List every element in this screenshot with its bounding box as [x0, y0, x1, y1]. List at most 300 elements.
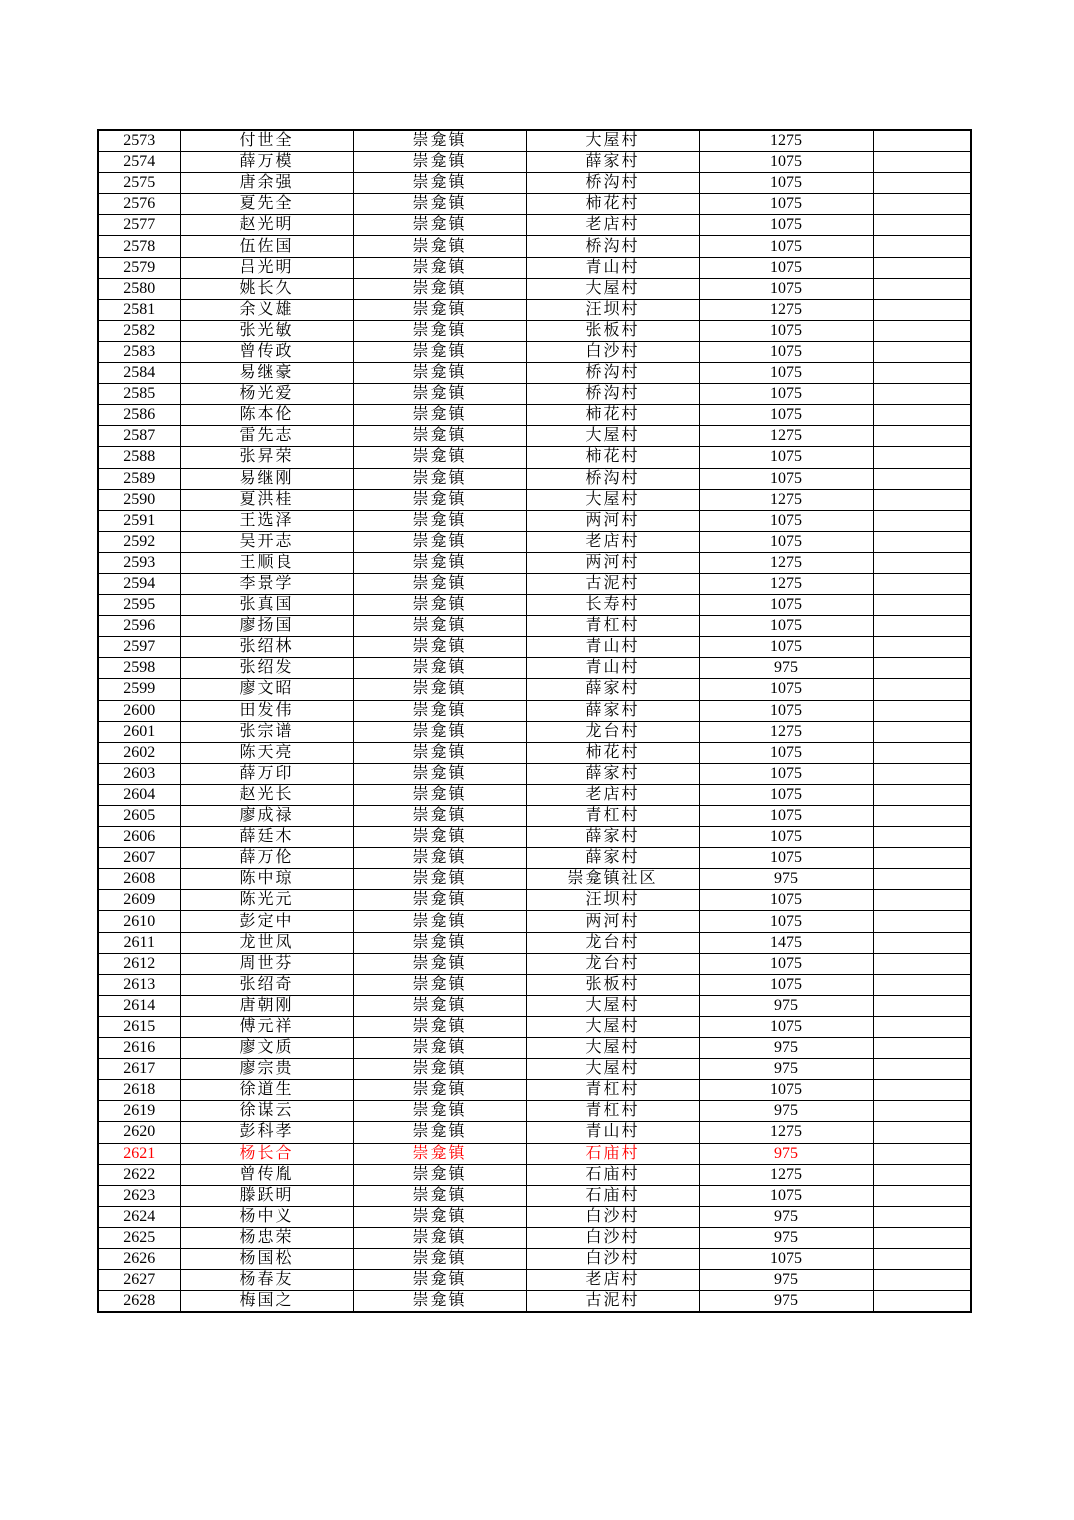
town-cell: 崇龛镇	[353, 974, 526, 995]
row-number-cell: 2622	[98, 1164, 180, 1185]
amount-cell: 1075	[699, 763, 873, 784]
town-cell: 崇龛镇	[353, 616, 526, 637]
town-cell: 崇龛镇	[353, 721, 526, 742]
name-cell: 廖扬国	[180, 616, 353, 637]
village-cell: 大屋村	[526, 1038, 699, 1059]
row-number-cell: 2619	[98, 1101, 180, 1122]
town-cell: 崇龛镇	[353, 1185, 526, 1206]
table-row	[98, 658, 971, 679]
name-cell: 唐余强	[180, 173, 353, 194]
table-row	[98, 152, 971, 173]
town-cell: 崇龛镇	[353, 236, 526, 257]
amount-cell: 1075	[699, 911, 873, 932]
town-cell: 崇龛镇	[353, 1080, 526, 1101]
table-row	[98, 1227, 971, 1248]
town-cell: 崇龛镇	[353, 299, 526, 320]
row-number-cell: 2577	[98, 215, 180, 236]
village-cell: 张板村	[526, 320, 699, 341]
amount-cell: 975	[699, 869, 873, 890]
note-cell	[873, 468, 971, 489]
table-row	[98, 911, 971, 932]
table-row	[98, 1038, 971, 1059]
village-cell: 大屋村	[526, 489, 699, 510]
town-cell: 崇龛镇	[353, 1206, 526, 1227]
village-cell: 石庙村	[526, 1143, 699, 1164]
row-number-cell: 2618	[98, 1080, 180, 1101]
village-cell: 古泥村	[526, 1291, 699, 1313]
town-cell: 崇龛镇	[353, 1059, 526, 1080]
table-row	[98, 1080, 971, 1101]
note-cell	[873, 1059, 971, 1080]
table-row	[98, 974, 971, 995]
village-cell: 老店村	[526, 215, 699, 236]
table-row	[98, 405, 971, 426]
name-cell: 王选泽	[180, 510, 353, 531]
village-cell: 桥沟村	[526, 363, 699, 384]
note-cell	[873, 637, 971, 658]
village-cell: 石庙村	[526, 1164, 699, 1185]
note-cell	[873, 299, 971, 320]
table-row	[98, 637, 971, 658]
amount-cell: 1075	[699, 447, 873, 468]
village-cell: 柿花村	[526, 194, 699, 215]
village-cell: 桥沟村	[526, 384, 699, 405]
town-cell: 崇龛镇	[353, 1122, 526, 1143]
note-cell	[873, 700, 971, 721]
village-cell: 桥沟村	[526, 173, 699, 194]
row-number-cell: 2578	[98, 236, 180, 257]
town-cell: 崇龛镇	[353, 510, 526, 531]
note-cell	[873, 173, 971, 194]
table-row	[98, 447, 971, 468]
row-number-cell: 2623	[98, 1185, 180, 1206]
name-cell: 龙世凤	[180, 932, 353, 953]
row-number-cell: 2582	[98, 320, 180, 341]
table-row	[98, 953, 971, 974]
name-cell: 曾传政	[180, 341, 353, 362]
name-cell: 王顺良	[180, 552, 353, 573]
village-cell: 龙台村	[526, 932, 699, 953]
amount-cell: 1475	[699, 932, 873, 953]
town-cell: 崇龛镇	[353, 742, 526, 763]
name-cell: 周世芬	[180, 953, 353, 974]
town-cell: 崇龛镇	[353, 278, 526, 299]
note-cell	[873, 573, 971, 594]
roster-table	[97, 129, 972, 1313]
row-number-cell: 2599	[98, 679, 180, 700]
name-cell: 吕光明	[180, 257, 353, 278]
note-cell	[873, 1143, 971, 1164]
amount-cell: 1075	[699, 173, 873, 194]
town-cell: 崇龛镇	[353, 1038, 526, 1059]
table-row	[98, 320, 971, 341]
village-cell: 薛家村	[526, 827, 699, 848]
village-cell: 青杠村	[526, 1080, 699, 1101]
note-cell	[873, 257, 971, 278]
row-number-cell: 2591	[98, 510, 180, 531]
note-cell	[873, 869, 971, 890]
village-cell: 青山村	[526, 1122, 699, 1143]
name-cell: 徐道生	[180, 1080, 353, 1101]
table-row	[98, 869, 971, 890]
amount-cell: 975	[699, 1227, 873, 1248]
note-cell	[873, 1164, 971, 1185]
town-cell: 崇龛镇	[353, 215, 526, 236]
village-cell: 桥沟村	[526, 236, 699, 257]
name-cell: 薛万伦	[180, 848, 353, 869]
town-cell: 崇龛镇	[353, 468, 526, 489]
town-cell: 崇龛镇	[353, 1291, 526, 1313]
town-cell: 崇龛镇	[353, 152, 526, 173]
town-cell: 崇龛镇	[353, 405, 526, 426]
note-cell	[873, 784, 971, 805]
name-cell: 薛廷木	[180, 827, 353, 848]
amount-cell: 1075	[699, 1080, 873, 1101]
name-cell: 薛万模	[180, 152, 353, 173]
table-row	[98, 1291, 971, 1313]
name-cell: 余义雄	[180, 299, 353, 320]
amount-cell: 1075	[699, 468, 873, 489]
row-number-cell: 2627	[98, 1270, 180, 1291]
town-cell: 崇龛镇	[353, 1016, 526, 1037]
town-cell: 崇龛镇	[353, 827, 526, 848]
amount-cell: 1075	[699, 510, 873, 531]
amount-cell: 1075	[699, 700, 873, 721]
note-cell	[873, 194, 971, 215]
village-cell: 大屋村	[526, 278, 699, 299]
table-row	[98, 890, 971, 911]
table-row	[98, 194, 971, 215]
name-cell: 唐朝刚	[180, 995, 353, 1016]
name-cell: 易继刚	[180, 468, 353, 489]
note-cell	[873, 1016, 971, 1037]
row-number-cell: 2595	[98, 595, 180, 616]
amount-cell: 1075	[699, 405, 873, 426]
row-number-cell: 2602	[98, 742, 180, 763]
row-number-cell: 2579	[98, 257, 180, 278]
amount-cell: 1275	[699, 1164, 873, 1185]
table-row	[98, 1143, 971, 1164]
name-cell: 梅国之	[180, 1291, 353, 1313]
town-cell: 崇龛镇	[353, 1164, 526, 1185]
note-cell	[873, 130, 971, 152]
village-cell: 大屋村	[526, 1059, 699, 1080]
name-cell: 傅元祥	[180, 1016, 353, 1037]
village-cell: 桥沟村	[526, 468, 699, 489]
amount-cell: 1075	[699, 595, 873, 616]
town-cell: 崇龛镇	[353, 911, 526, 932]
name-cell: 张光敏	[180, 320, 353, 341]
note-cell	[873, 1270, 971, 1291]
table-row	[98, 848, 971, 869]
village-cell: 柿花村	[526, 742, 699, 763]
name-cell: 彭定中	[180, 911, 353, 932]
amount-cell: 1075	[699, 890, 873, 911]
row-number-cell: 2592	[98, 531, 180, 552]
note-cell	[873, 531, 971, 552]
note-cell	[873, 953, 971, 974]
village-cell: 两河村	[526, 552, 699, 573]
name-cell: 廖宗贵	[180, 1059, 353, 1080]
amount-cell: 1075	[699, 827, 873, 848]
town-cell: 崇龛镇	[353, 700, 526, 721]
name-cell: 廖文质	[180, 1038, 353, 1059]
row-number-cell: 2611	[98, 932, 180, 953]
row-number-cell: 2574	[98, 152, 180, 173]
table-row	[98, 784, 971, 805]
town-cell: 崇龛镇	[353, 489, 526, 510]
name-cell: 姚长久	[180, 278, 353, 299]
amount-cell: 975	[699, 1291, 873, 1313]
village-cell: 龙台村	[526, 721, 699, 742]
town-cell: 崇龛镇	[353, 637, 526, 658]
table-row	[98, 363, 971, 384]
name-cell: 杨春友	[180, 1270, 353, 1291]
amount-cell: 1075	[699, 742, 873, 763]
village-cell: 薛家村	[526, 763, 699, 784]
name-cell: 陈本伦	[180, 405, 353, 426]
row-number-cell: 2597	[98, 637, 180, 658]
table-row	[98, 510, 971, 531]
note-cell	[873, 1038, 971, 1059]
amount-cell: 1075	[699, 848, 873, 869]
table-row	[98, 384, 971, 405]
name-cell: 张绍林	[180, 637, 353, 658]
amount-cell: 1275	[699, 1122, 873, 1143]
village-cell: 两河村	[526, 510, 699, 531]
amount-cell: 1275	[699, 552, 873, 573]
town-cell: 崇龛镇	[353, 995, 526, 1016]
amount-cell: 1275	[699, 573, 873, 594]
village-cell: 青杠村	[526, 1101, 699, 1122]
town-cell: 崇龛镇	[353, 763, 526, 784]
name-cell: 徐谋云	[180, 1101, 353, 1122]
name-cell: 薛万印	[180, 763, 353, 784]
table-row	[98, 995, 971, 1016]
note-cell	[873, 152, 971, 173]
amount-cell: 1275	[699, 721, 873, 742]
note-cell	[873, 363, 971, 384]
amount-cell: 1075	[699, 784, 873, 805]
name-cell: 赵光长	[180, 784, 353, 805]
name-cell: 张昇荣	[180, 447, 353, 468]
name-cell: 易继豪	[180, 363, 353, 384]
note-cell	[873, 278, 971, 299]
table-row	[98, 932, 971, 953]
table-row	[98, 215, 971, 236]
town-cell: 崇龛镇	[353, 784, 526, 805]
village-cell: 汪坝村	[526, 299, 699, 320]
amount-cell: 1075	[699, 384, 873, 405]
town-cell: 崇龛镇	[353, 1248, 526, 1269]
note-cell	[873, 616, 971, 637]
village-cell: 白沙村	[526, 341, 699, 362]
table-row	[98, 130, 971, 152]
amount-cell: 975	[699, 658, 873, 679]
note-cell	[873, 341, 971, 362]
row-number-cell: 2589	[98, 468, 180, 489]
name-cell: 陈天亮	[180, 742, 353, 763]
table-row	[98, 573, 971, 594]
note-cell	[873, 911, 971, 932]
name-cell: 陈中琼	[180, 869, 353, 890]
name-cell: 雷先志	[180, 426, 353, 447]
note-cell	[873, 932, 971, 953]
town-cell: 崇龛镇	[353, 194, 526, 215]
town-cell: 崇龛镇	[353, 658, 526, 679]
amount-cell: 1075	[699, 953, 873, 974]
note-cell	[873, 1185, 971, 1206]
town-cell: 崇龛镇	[353, 679, 526, 700]
village-cell: 薛家村	[526, 679, 699, 700]
table-row	[98, 806, 971, 827]
amount-cell: 975	[699, 1101, 873, 1122]
amount-cell: 975	[699, 1038, 873, 1059]
row-number-cell: 2600	[98, 700, 180, 721]
town-cell: 崇龛镇	[353, 595, 526, 616]
village-cell: 石庙村	[526, 1185, 699, 1206]
table-row	[98, 1248, 971, 1269]
table-row	[98, 763, 971, 784]
name-cell: 吴开志	[180, 531, 353, 552]
town-cell: 崇龛镇	[353, 573, 526, 594]
note-cell	[873, 1206, 971, 1227]
table-row	[98, 616, 971, 637]
row-number-cell: 2598	[98, 658, 180, 679]
town-cell: 崇龛镇	[353, 869, 526, 890]
amount-cell: 1075	[699, 320, 873, 341]
name-cell: 陈光元	[180, 890, 353, 911]
table-row	[98, 1206, 971, 1227]
row-number-cell: 2628	[98, 1291, 180, 1313]
amount-cell: 1075	[699, 152, 873, 173]
row-number-cell: 2615	[98, 1016, 180, 1037]
table-row	[98, 236, 971, 257]
town-cell: 崇龛镇	[353, 806, 526, 827]
row-number-cell: 2580	[98, 278, 180, 299]
town-cell: 崇龛镇	[353, 384, 526, 405]
town-cell: 崇龛镇	[353, 257, 526, 278]
town-cell: 崇龛镇	[353, 130, 526, 152]
table-row	[98, 468, 971, 489]
village-cell: 龙台村	[526, 953, 699, 974]
row-number-cell: 2576	[98, 194, 180, 215]
note-cell	[873, 215, 971, 236]
amount-cell: 1075	[699, 215, 873, 236]
note-cell	[873, 552, 971, 573]
amount-cell: 975	[699, 1206, 873, 1227]
note-cell	[873, 426, 971, 447]
amount-cell: 1075	[699, 194, 873, 215]
amount-cell: 1075	[699, 1248, 873, 1269]
table-row	[98, 1185, 971, 1206]
amount-cell: 975	[699, 1059, 873, 1080]
row-number-cell: 2588	[98, 447, 180, 468]
table-row	[98, 489, 971, 510]
note-cell	[873, 1101, 971, 1122]
town-cell: 崇龛镇	[353, 932, 526, 953]
name-cell: 杨中义	[180, 1206, 353, 1227]
row-number-cell: 2586	[98, 405, 180, 426]
table-row	[98, 1270, 971, 1291]
village-cell: 青山村	[526, 257, 699, 278]
row-number-cell: 2603	[98, 763, 180, 784]
amount-cell: 1075	[699, 1185, 873, 1206]
town-cell: 崇龛镇	[353, 953, 526, 974]
table-row	[98, 552, 971, 573]
village-cell: 白沙村	[526, 1206, 699, 1227]
table-row	[98, 679, 971, 700]
town-cell: 崇龛镇	[353, 1270, 526, 1291]
village-cell: 张板村	[526, 974, 699, 995]
village-cell: 柿花村	[526, 447, 699, 468]
row-number-cell: 2609	[98, 890, 180, 911]
row-number-cell: 2601	[98, 721, 180, 742]
row-number-cell: 2613	[98, 974, 180, 995]
town-cell: 崇龛镇	[353, 341, 526, 362]
row-number-cell: 2617	[98, 1059, 180, 1080]
village-cell: 大屋村	[526, 130, 699, 152]
amount-cell: 1075	[699, 806, 873, 827]
village-cell: 大屋村	[526, 426, 699, 447]
row-number-cell: 2575	[98, 173, 180, 194]
row-number-cell: 2593	[98, 552, 180, 573]
name-cell: 杨长合	[180, 1143, 353, 1164]
amount-cell: 1275	[699, 426, 873, 447]
note-cell	[873, 679, 971, 700]
name-cell: 伍佐国	[180, 236, 353, 257]
name-cell: 廖成禄	[180, 806, 353, 827]
note-cell	[873, 236, 971, 257]
row-number-cell: 2604	[98, 784, 180, 805]
village-cell: 白沙村	[526, 1248, 699, 1269]
note-cell	[873, 1291, 971, 1313]
note-cell	[873, 489, 971, 510]
note-cell	[873, 320, 971, 341]
village-cell: 老店村	[526, 784, 699, 805]
town-cell: 崇龛镇	[353, 1143, 526, 1164]
note-cell	[873, 510, 971, 531]
name-cell: 滕跃明	[180, 1185, 353, 1206]
table-row	[98, 299, 971, 320]
name-cell: 张真国	[180, 595, 353, 616]
row-number-cell: 2584	[98, 363, 180, 384]
row-number-cell: 2608	[98, 869, 180, 890]
name-cell: 田发伟	[180, 700, 353, 721]
village-cell: 老店村	[526, 1270, 699, 1291]
village-cell: 汪坝村	[526, 890, 699, 911]
table-row	[98, 1059, 971, 1080]
town-cell: 崇龛镇	[353, 1227, 526, 1248]
table-row	[98, 426, 971, 447]
table-row	[98, 531, 971, 552]
name-cell: 廖文昭	[180, 679, 353, 700]
amount-cell: 975	[699, 1270, 873, 1291]
amount-cell: 1275	[699, 130, 873, 152]
village-cell: 古泥村	[526, 573, 699, 594]
amount-cell: 1075	[699, 257, 873, 278]
amount-cell: 1075	[699, 679, 873, 700]
village-cell: 柿花村	[526, 405, 699, 426]
table-row	[98, 721, 971, 742]
row-number-cell: 2614	[98, 995, 180, 1016]
town-cell: 崇龛镇	[353, 426, 526, 447]
roster-table-body	[98, 130, 971, 1312]
name-cell: 张绍奇	[180, 974, 353, 995]
row-number-cell: 2581	[98, 299, 180, 320]
table-row	[98, 1016, 971, 1037]
row-number-cell: 2612	[98, 953, 180, 974]
